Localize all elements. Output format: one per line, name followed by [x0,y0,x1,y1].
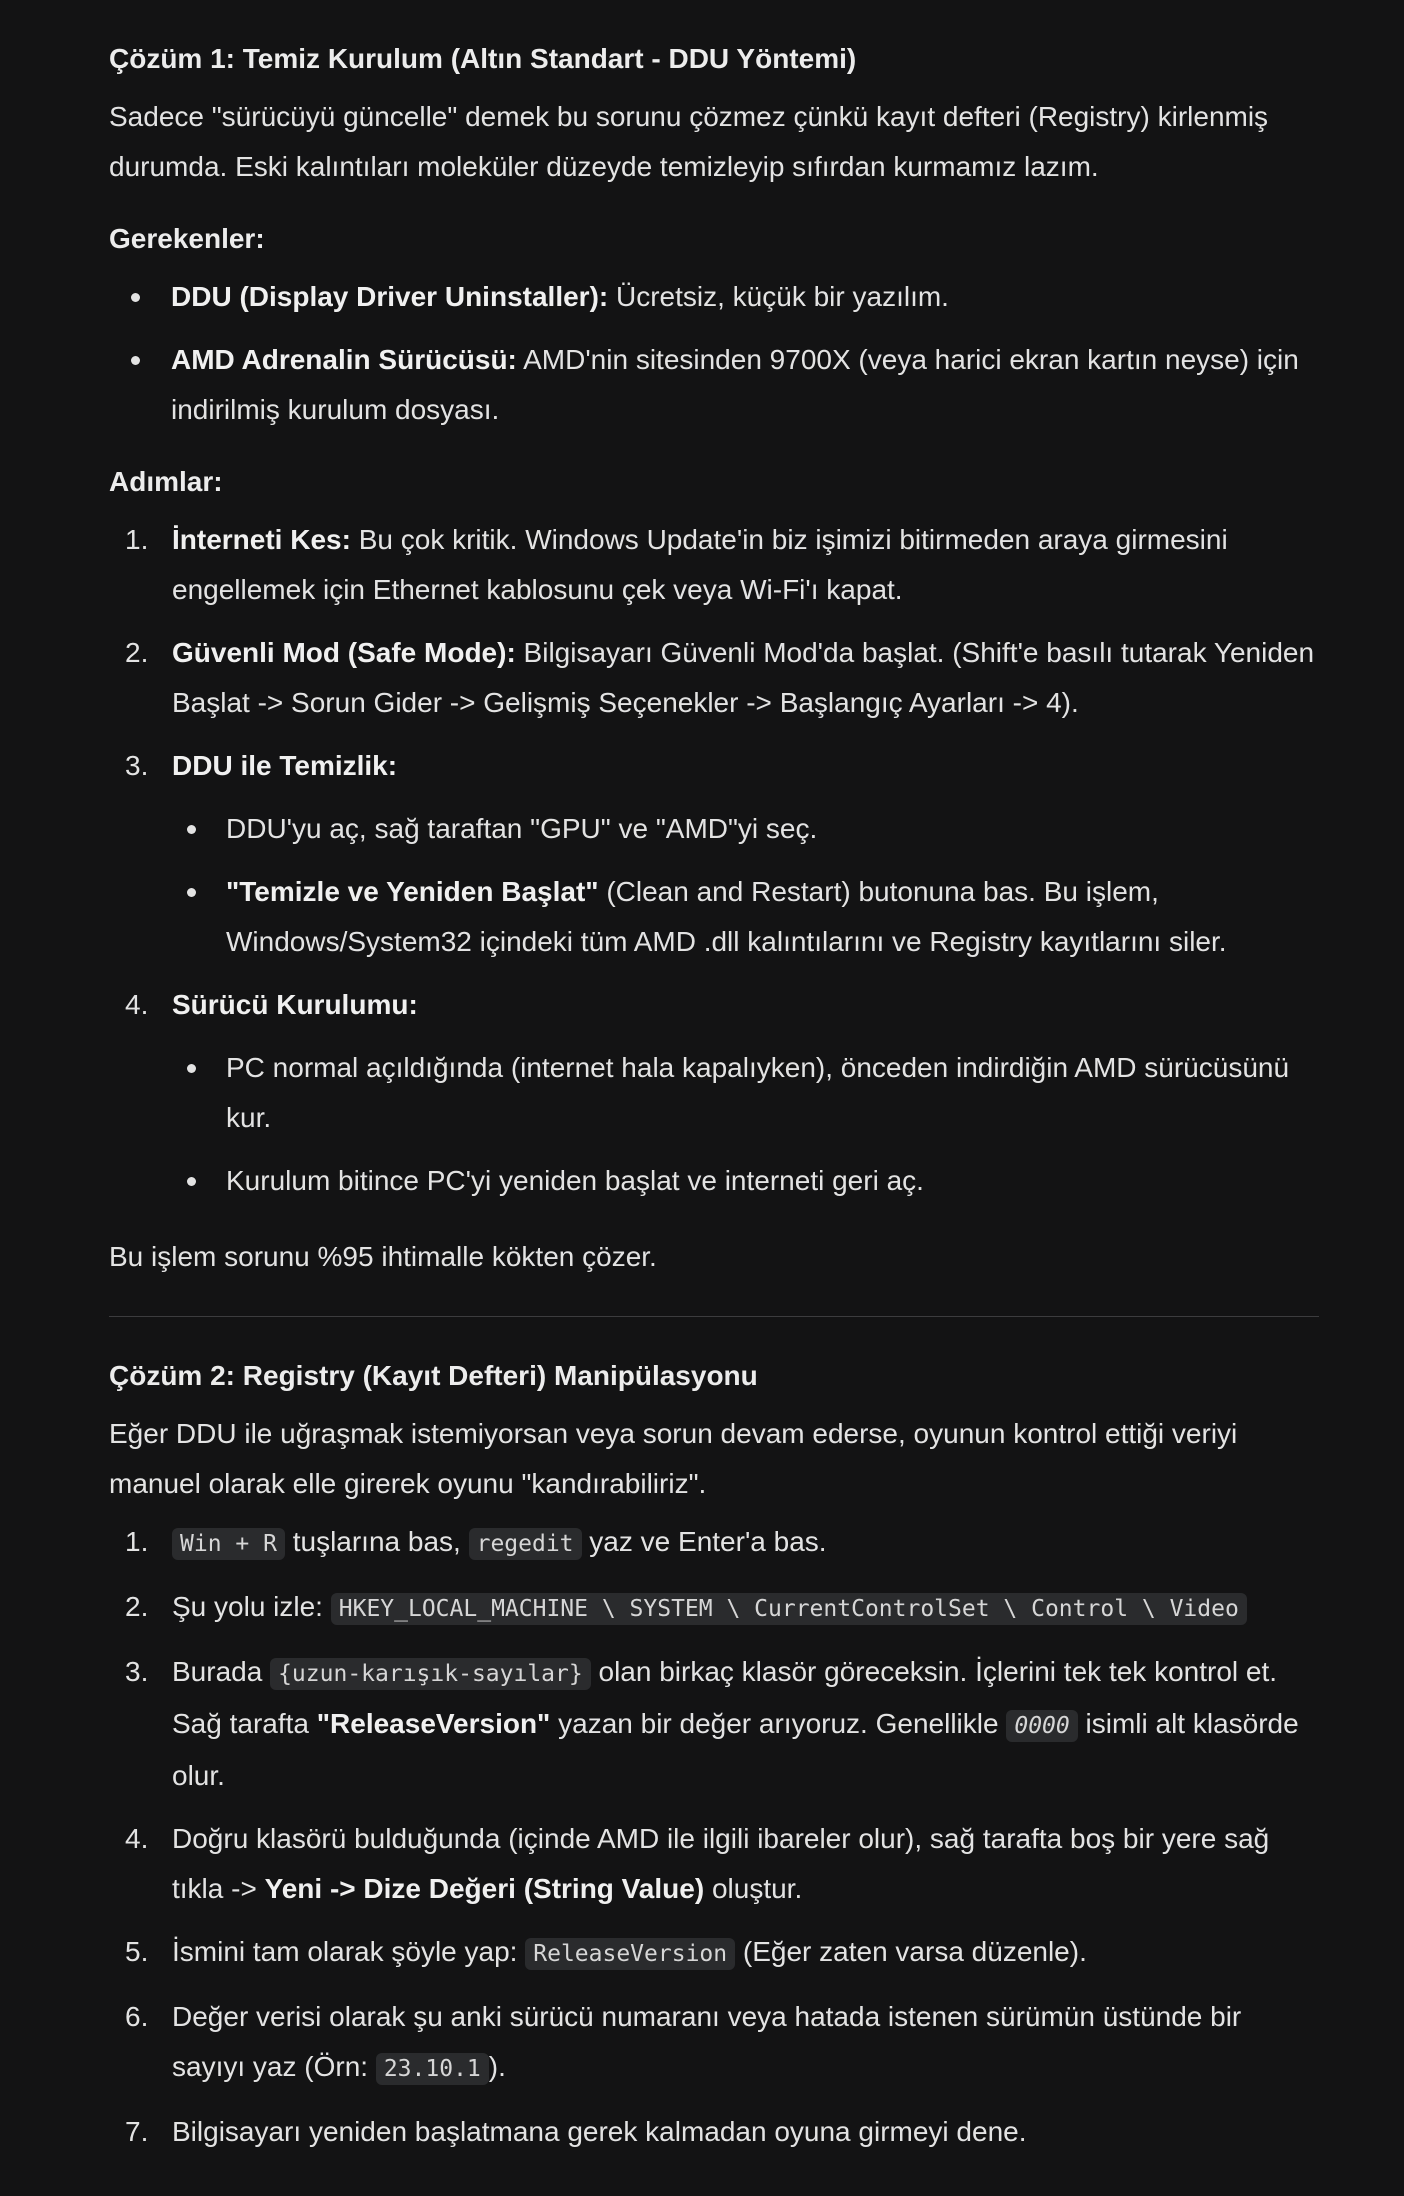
response-content [109,34,1319,2157]
step-number: 4. [125,989,149,1020]
solution-1-intro: Sadece "sürücüyü güncelle" demek bu sorunu çözmez çünkü kayıt defteri (Registry) kirlenmiş durumda. Eski kalıntıları moleküler düzeyde temizleyip sıfırdan kurmamız lazım. [109,101,1269,182]
list-item [109,1156,1319,1206]
inline-code: ReleaseVersion [525,1938,735,1970]
step-text: yazan bir değer arıyoruz. Genellikle [550,1708,1007,1739]
list-item [109,272,1319,322]
requirements-label: Gerekenler: [109,223,265,254]
step-text: Bu çok kritik. Windows Update'in biz işimizi bitirmeden araya girmesini engellemek için Ethernet kablosunu çek veya Wi-Fi'ı kapat. [172,524,1228,605]
step-text: Şu yolu izle: [172,1591,331,1622]
list-item [109,1582,1319,1634]
step-text: tuşlarına bas, [284,1526,469,1557]
step-number: 1. [125,1526,149,1557]
step-title: Güvenli Mod (Safe Mode): [172,637,516,668]
substep-text: (Clean and Restart) butonuna bas. Bu işlem, Windows/System32 içindeki tüm AMD .dll kalıntılarını ve Registry kayıtlarını siler. [226,876,1227,957]
list-item [109,1992,1319,2094]
step-number: 4. [125,1823,149,1854]
solution-1-outro: Bu işlem sorunu %95 ihtimalle kökten çözer. [109,1241,657,1272]
req-ddu-title: DDU (Display Driver Uninstaller): [171,281,609,312]
list-item [109,1647,1319,1801]
step-text: yaz ve Enter'a bas. [581,1526,827,1557]
step-number: 3. [125,750,149,781]
step-number: 6. [125,2001,149,2032]
steps-list-cont [109,980,1319,1030]
registry-path-code: HKEY_LOCAL_MACHINE \ SYSTEM \ CurrentControlSet \ Control \ Video [331,1593,1247,1625]
step-text: olan birkaç klasör göreceksin. İçlerini tek tek kontrol et. Sağ tarafta [172,1656,1278,1739]
step-text: İsmini tam olarak şöyle yap: [172,1936,526,1967]
step-text: Bilgisayarı Güvenli Mod'da başlat. (Shift'e basılı tutarak Yeniden Başlat -> Sorun Gider -> Gelişmiş Seçenekler -> Başlangıç Ayarları -> 4). [172,637,1315,718]
step-number: 5. [125,1936,149,1967]
step-title: Sürücü Kurulumu: [172,989,418,1020]
step-text: (Eğer zaten varsa düzenle). [735,1936,1087,1967]
req-amd-text: AMD'nin sitesinden 9700X (veya harici ekran kartın neyse) için indirilmiş kurulum dosyası. [171,344,1299,425]
step-text: Değer verisi olarak şu anki sürücü numaranı veya hatada istenen sürümün üstünde bir sayıyı yaz (Örn: [172,2001,1242,2082]
steps-label: Adımlar: [109,466,223,497]
list-item [109,980,1319,1030]
registry-steps-list [109,1517,1319,2157]
step-number: 2. [125,1591,149,1622]
list-item [109,804,1319,854]
list-item [109,1814,1319,1914]
step-text: ). [488,2051,506,2082]
step-text: Doğru klasörü bulduğunda (içinde AMD ile ilgili ibareler olur), sağ tarafta boş bir yere sağ tıkla -> [172,1823,1270,1904]
bold-text: "ReleaseVersion" [316,1708,551,1739]
section-divider [109,1316,1319,1317]
list-item [109,628,1319,728]
solution-2-heading: Çözüm 2: Registry (Kayıt Defteri) Manipülasyonu [109,1360,758,1391]
inline-code: {uzun-karışık-sayılar} [270,1658,591,1690]
ddu-substeps [109,804,1319,967]
list-item [109,867,1319,967]
req-ddu-text: Ücretsiz, küçük bir yazılım. [608,281,949,312]
bold-text: Yeni -> Dize Değeri (String Value) [264,1873,705,1904]
requirements-list [109,272,1319,435]
list-item [109,1927,1319,1979]
list-item [109,2107,1319,2157]
step-text: Bilgisayarı yeniden başlatmana gerek kalmadan oyuna girmeyi dene. [172,2116,1027,2147]
step-text: oluştur. [704,1873,803,1904]
list-item [109,335,1319,435]
step-number: 2. [125,637,149,668]
inline-code: 23.10.1 [376,2053,489,2085]
step-title: DDU ile Temizlik: [172,750,398,781]
solution-1-heading: Çözüm 1: Temiz Kurulum (Altın Standart - DDU Yöntemi) [109,43,857,74]
substep-title: "Temizle ve Yeniden Başlat" [226,876,599,907]
step-title: İnterneti Kes: [172,524,351,555]
substep-text: Kurulum bitince PC'yi yeniden başlat ve interneti geri aç. [226,1165,924,1196]
step-number: 1. [125,524,149,555]
inline-code: regedit [469,1528,582,1560]
step-text: Burada [172,1656,271,1687]
list-item [109,1043,1319,1143]
inline-code: 0000 [1006,1710,1077,1742]
step-number: 3. [125,1656,149,1687]
list-item [109,515,1319,615]
substep-text: DDU'yu aç, sağ taraftan "GPU" ve "AMD"yi seç. [226,813,818,844]
steps-list [109,515,1319,791]
inline-code: Win + R [172,1528,285,1560]
step-text: isimli alt klasörde olur. [172,1708,1299,1791]
install-substeps [109,1043,1319,1206]
list-item [109,1517,1319,1569]
substep-text: PC normal açıldığında (internet hala kapalıyken), önceden indirdiğin AMD sürücüsünü kur. [226,1052,1290,1133]
step-number: 7. [125,2116,149,2147]
list-item [109,741,1319,791]
req-amd-title: AMD Adrenalin Sürücüsü: [171,344,517,375]
solution-2-intro: Eğer DDU ile uğraşmak istemiyorsan veya sorun devam ederse, oyunun kontrol ettiği veriyi manuel olarak elle girerek oyunu "kandırabiliriz". [109,1418,1238,1499]
